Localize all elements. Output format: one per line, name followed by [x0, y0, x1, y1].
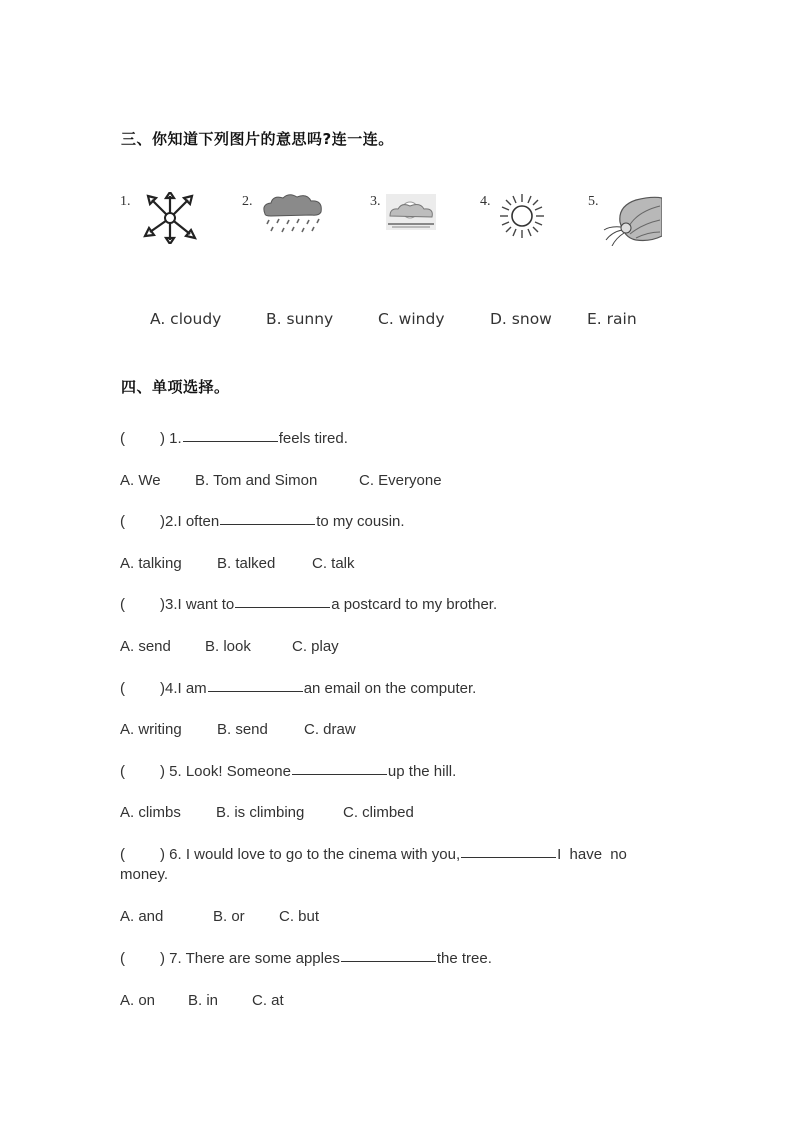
answer-blank[interactable]: [461, 856, 556, 858]
question-4: [120, 680, 476, 697]
question-5: [120, 763, 456, 780]
question-text: ) 6. I would love to go to the cinema with you,: [160, 846, 461, 863]
wind-arrows-icon: [140, 192, 200, 244]
answer-blank[interactable]: [220, 523, 315, 525]
answer-option: C. climbed: [343, 804, 414, 821]
answer-blank[interactable]: [208, 690, 303, 692]
question-text-continued: money.: [120, 866, 169, 883]
answer-option: B. talked: [217, 555, 276, 572]
picture-2: [242, 188, 337, 250]
question-7: [120, 950, 492, 967]
picture-number: 1.: [120, 194, 131, 209]
answer-paren-open: (: [120, 680, 125, 697]
question-3: [120, 596, 497, 613]
question-text: ) 5. Look! Someone: [160, 763, 291, 780]
question-text-after: the tree.: [436, 950, 492, 967]
answer-option: C. play: [292, 638, 339, 655]
answer-option: B. send: [217, 721, 268, 738]
question-2: [120, 513, 405, 530]
question-text-after: to my cousin.: [316, 513, 405, 530]
question-text-after: an email on the computer.: [303, 680, 477, 697]
answer-option: A. send: [120, 638, 171, 655]
answer-paren-open: (: [120, 430, 125, 447]
answer-option: A. on: [120, 992, 156, 1009]
answer-option: C. Everyone: [359, 472, 442, 489]
picture-number: 5.: [588, 194, 599, 209]
sun-icon: [498, 192, 546, 240]
answer-paren-open: (: [120, 763, 125, 780]
answers-3: [120, 638, 339, 655]
question-text: ) 7. There are some apples: [160, 950, 340, 967]
picture-number: 2.: [242, 194, 253, 209]
question-text-after: feels tired.: [278, 430, 348, 447]
question-text: ) 1.: [160, 430, 182, 447]
answers-5: [120, 804, 414, 821]
answers-2: [120, 555, 355, 572]
answers-1: [120, 472, 442, 489]
question-text-after: a postcard to my brother.: [331, 596, 498, 613]
answer-option: B. in: [188, 992, 219, 1009]
answer-option: A. writing: [120, 721, 182, 738]
answer-blank[interactable]: [183, 440, 278, 442]
question-text-after: up the hill.: [387, 763, 457, 780]
question-1: [120, 430, 348, 447]
answer-option: B. or: [213, 908, 245, 925]
question-text: )2.I often: [160, 513, 220, 530]
answers-6: [120, 908, 319, 925]
answer-option: C. talk: [312, 555, 355, 572]
option-rain: E. rain: [587, 310, 637, 328]
option-snow: D. snow: [490, 310, 552, 328]
answer-option: A. talking: [120, 555, 182, 572]
cloudy-sun-icon: [386, 194, 436, 230]
picture-number: 4.: [480, 194, 491, 209]
question-text-after: I have no: [557, 846, 627, 863]
windy-tree-icon: [602, 192, 662, 246]
question-6: [120, 846, 642, 883]
answer-blank[interactable]: [235, 606, 330, 608]
answer-paren-open: (: [120, 846, 125, 863]
answer-blank[interactable]: [292, 773, 387, 775]
weather-word-options: [0, 310, 794, 332]
answer-option: A. We: [120, 472, 161, 489]
question-text: )4.I am: [160, 680, 207, 697]
answers-7: [120, 992, 284, 1009]
picture-1: [120, 188, 210, 250]
answer-option: B. Tom and Simon: [195, 472, 318, 489]
section-4-heading: 四、单项选择。: [121, 378, 230, 396]
answer-option: C. at: [252, 992, 284, 1009]
option-windy: C. windy: [378, 310, 445, 328]
answer-option: C. draw: [304, 721, 356, 738]
option-cloudy: A. cloudy: [150, 310, 222, 328]
answer-option: C. but: [279, 908, 320, 925]
section-3-heading: 三、你知道下列图片的意思吗?连一连。: [121, 130, 394, 148]
answer-option: A. climbs: [120, 804, 181, 821]
answer-paren-open: (: [120, 596, 125, 613]
answers-4: [120, 721, 356, 738]
answer-option: B. is climbing: [216, 804, 305, 821]
question-text: )3.I want to: [160, 596, 235, 613]
answer-option: B. look: [205, 638, 251, 655]
picture-number: 3.: [370, 194, 381, 209]
weather-picture-row: [120, 188, 662, 250]
rain-cloud-icon: [259, 192, 329, 238]
picture-5: [588, 188, 662, 250]
answer-option: A. and: [120, 908, 164, 925]
answer-blank[interactable]: [341, 960, 436, 962]
option-sunny: B. sunny: [266, 310, 334, 328]
picture-3: [370, 188, 460, 250]
answer-paren-open: (: [120, 950, 125, 967]
picture-4: [480, 188, 560, 250]
answer-paren-open: (: [120, 513, 125, 530]
